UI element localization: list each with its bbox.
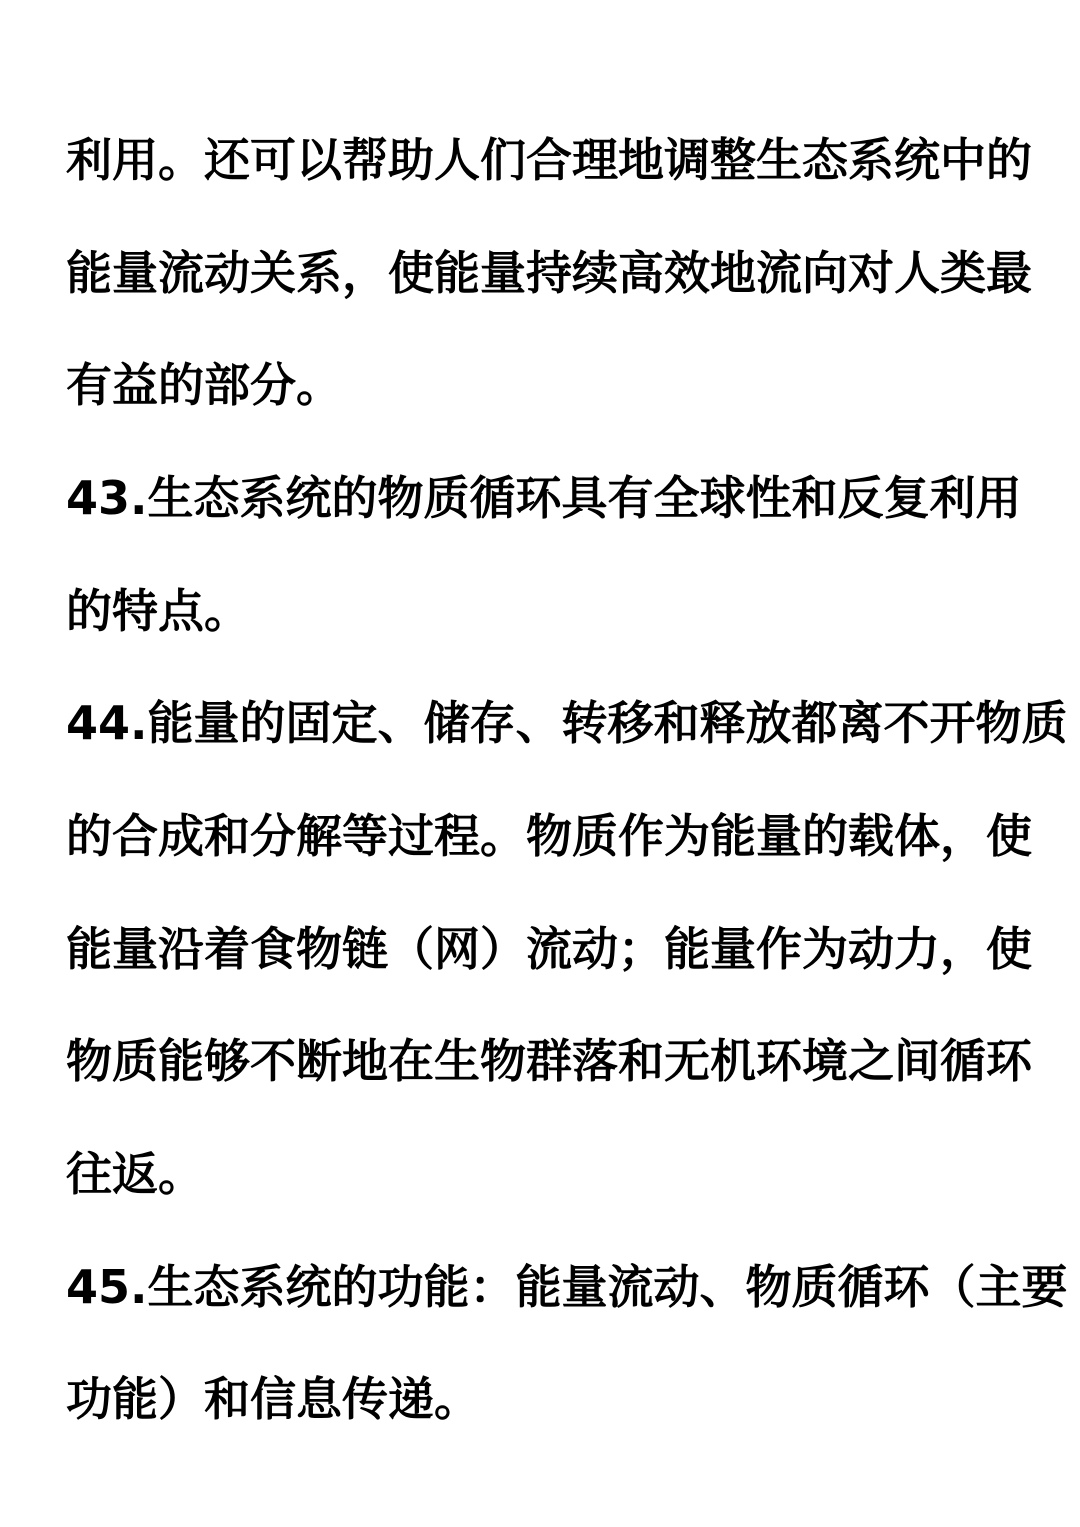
text-line: 的特点。 bbox=[66, 584, 250, 638]
text-line: 物质能够不断地在生物群落和无机环境之间循环 bbox=[66, 1034, 1032, 1088]
text-line: 功能）和信息传递。 bbox=[66, 1372, 480, 1426]
text-line: 的合成和分解等过程。物质作为能量的载体，使 bbox=[66, 809, 1032, 863]
text-line: 利用。还可以帮助人们合理地调整生态系统中的 bbox=[66, 133, 1032, 187]
text-line: 44.能量的固定、储存、转移和释放都离不开物质 bbox=[66, 696, 1068, 750]
text-line: 43.生态系统的物质循环具有全球性和反复利用 bbox=[66, 471, 1022, 525]
text-line: 往返。 bbox=[66, 1147, 204, 1201]
text-line: 能量沿着食物链（网）流动；能量作为动力，使 bbox=[66, 922, 1032, 976]
text-line: 有益的部分。 bbox=[66, 358, 342, 412]
text-line: 45.生态系统的功能：能量流动、物质循环（主要 bbox=[66, 1260, 1068, 1314]
text-line: 能量流动关系，使能量持续高效地流向对人类最 bbox=[66, 246, 1032, 300]
